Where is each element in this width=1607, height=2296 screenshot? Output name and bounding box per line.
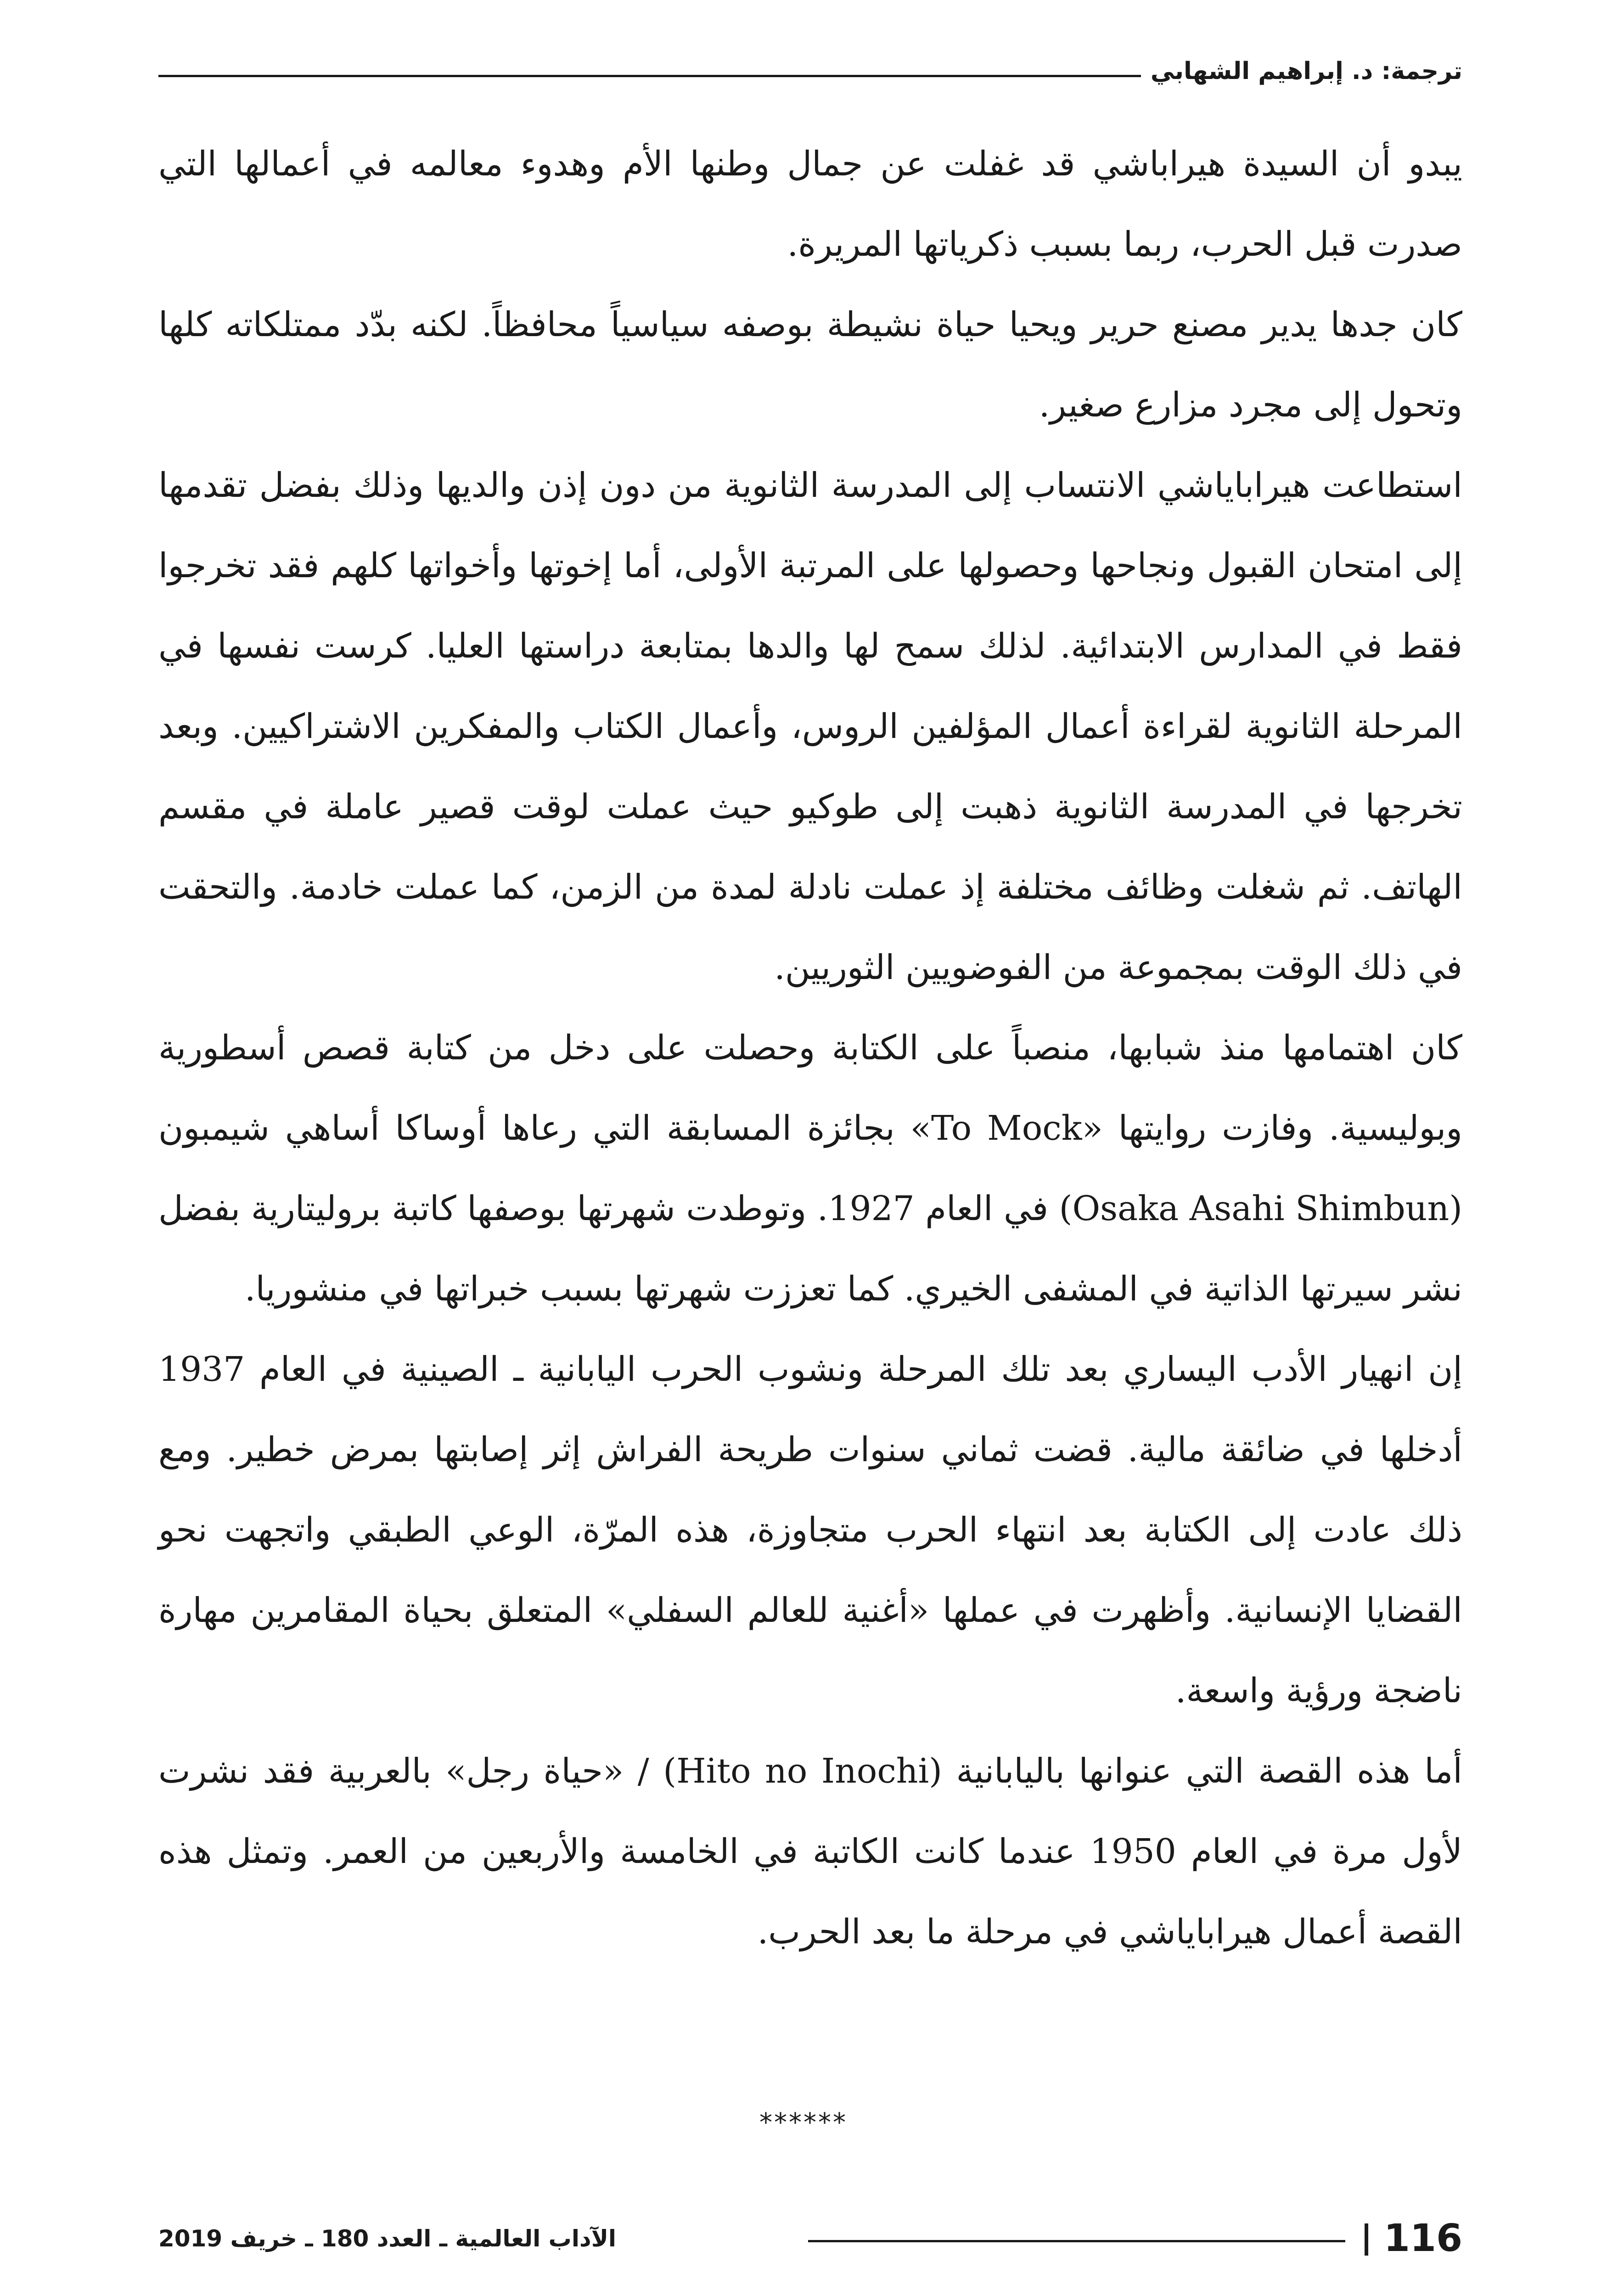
page-footer <box>158 2213 1462 2264</box>
page-number: 116 <box>1383 2217 1462 2260</box>
journal-issue: الآداب العالمية ـ العدد 180 ـ خريف 2019 <box>158 2225 617 2252</box>
paragraph-3: استطاعت هيراباياشي الانتساب إلى المدرسة الثانوية من دون إذن والديها وذلك بفضل تقدمها إلى امتحان القبول ونجاحها وحصولها على المرتبة الأولى، أما إخوتها وأخواتها كلهم فقد تخرجوا فقط في المدارس الابتدائية. لذلك سمح لها والدها بمتابعة دراستها العليا. كرست نفسها في المرحلة الثانوية لقراءة أعمال المؤلفين الروس، وأعمال الكتاب والمفكرين الاشتراكيين. وبعد تخرجها في المدرسة الثانوية ذهبت إلى طوكيو حيث عملت لوقت قصير عاملة في مقسم الهاتف. ثم شغلت وظائف مختلفة إذ عملت نادلة لمدة من الزمن، كما عملت خادمة. والتحقت في ذلك الوقت بمجموعة من الفوضويين الثوريين. <box>158 466 1462 987</box>
article-body <box>158 124 1462 1972</box>
paragraph-1: يبدو أن السيدة هيراباشي قد غفلت عن جمال وطنها الأم وهدوء معالمه في أعمالها التي صدرت قبل الحرب، ربما بسبب ذكرياتها المريرة. <box>158 144 1462 264</box>
page-number-divider <box>1365 2223 1368 2256</box>
paragraph-4: كان اهتمامها منذ شبابها، منصباً على الكتابة وحصلت على دخل من كتابة قصص أسطورية وبوليسية. وفازت روايتها «To Mock» بجائزة المسابقة التي رعاها أوساكا أساهي شيمبون (Osaka Asahi Shimbun) في العام 1927. وتوطدت شهرتها بوصفها كاتبة بروليتارية بفضل نشر سيرتها الذاتية في المشفى الخيري. كما تعززت شهرتها بسبب خبراتها في منشوريا. <box>158 1028 1462 1309</box>
paragraph-2: كان جدها يدير مصنع حرير ويحيا حياة نشيطة بوصفه سياسياً محافظاً. لكنه بدّد ممتلكاته كلها وتحول إلى مجرد مزارع صغير. <box>158 305 1462 425</box>
paragraph-6: أما هذه القصة التي عنوانها باليابانية (Hito no Inochi) / «حياة رجل» بالعربية فقد نشرت لأول مرة في العام 1950 عندما كانت الكاتبة في الخامسة والأربعين من العمر. وتمثل هذه القصة أعمال هيراباياشي في مرحلة ما بعد الحرب. <box>158 1751 1462 1952</box>
translator-credit: ترجمة: د. إبراهيم الشهابي <box>1150 57 1462 85</box>
header-rule <box>158 75 1141 77</box>
section-separator: ****** <box>759 2108 848 2138</box>
paragraph-5: إن انهيار الأدب اليساري بعد تلك المرحلة ونشوب الحرب اليابانية ـ الصينية في العام 1937 أدخلها في ضائقة مالية. قضت ثماني سنوات طريحة الفراش إثر إصابتها بمرض خطير. ومع ذلك عادت إلى الكتابة بعد انتهاء الحرب متجاوزة، هذه المرّة، الوعي الطبقي واتجهت نحو القضايا الإنسانية. وأظهرت في عملها «أغنية للعالم السفلي» المتعلق بحياة المقامرين مهارة ناضجة ورؤية واسعة. <box>158 1350 1462 1711</box>
page-header <box>158 53 1462 90</box>
footer-rule <box>808 2240 1345 2242</box>
